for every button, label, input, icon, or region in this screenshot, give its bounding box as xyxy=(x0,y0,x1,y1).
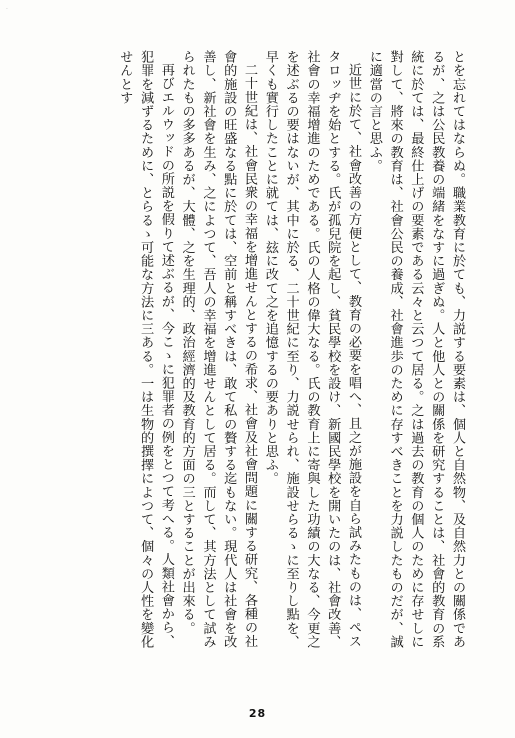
paragraph-1: とを忘れてはならぬ。職業教育に於ても、力説する要素は、個人と自然物、及自然力との關係であるが、之は公民教養の端緒をなすに過ぎぬ。人と他人との關係を研究することは、社會的教育の系統に於ては、最終仕上げの要素である云々と云つて居る。之は過去の教育の個人のために存せしに對して、將來の教育は、社會公民の養成、社會進歩のために存すべきことを力説したものだが、誠に適當の言と思ふ。 xyxy=(366,50,465,649)
paragraph-2: 近世に於て、社會改善の方便として、教育の必要を唱へ、且之が施設を自ら試みたものは、ペスタロッヂを始とする。氏が孤兒院を起し、貧民學校を設け、新國民學校を開いたのは、社會改善、社會の幸福增進のためである。氏の人格の偉大なる。氏の教育上に寄與した功績の大なる、今更之を述ぶるの要はないが、其中に於る、二十世紀に至り、力説せられ、施設せらるゝに至りし點を、早くも實行したことに就ては、玆に改て之を追憶するの要ありと思ふ。 xyxy=(262,50,362,649)
vertical-text-body xyxy=(47,50,467,650)
paragraph-4: 再びエルウッドの所説を假りて述ぶるが、今こゝに犯罪者の例をとつて考へる。人類社會から、犯罪を減ずるために、とらるゝ可能な方法に三ある。一は生物的撰擇によつて、個々の人性を變化せんとす xyxy=(117,50,174,649)
page-number: 28 xyxy=(248,707,267,720)
corner-speck: · xyxy=(6,6,8,13)
paragraph-3: 二十世紀は、社會民衆の幸福を增進せんとするの希求、社會及社會問題に關する研究、各種の社會的施設の旺盛なる點に於ては、空前と稱すべきは、敢て私の贅する迄もない。現代人は社會を改善し、新社會を生み、之によつて、吾人の幸福を增進せんとして居る。而して、其方法として試みられたもの多多あるが、大體、之を生理的、政治經濟的及教育的方面の三とすることが出來る。 xyxy=(179,50,258,649)
